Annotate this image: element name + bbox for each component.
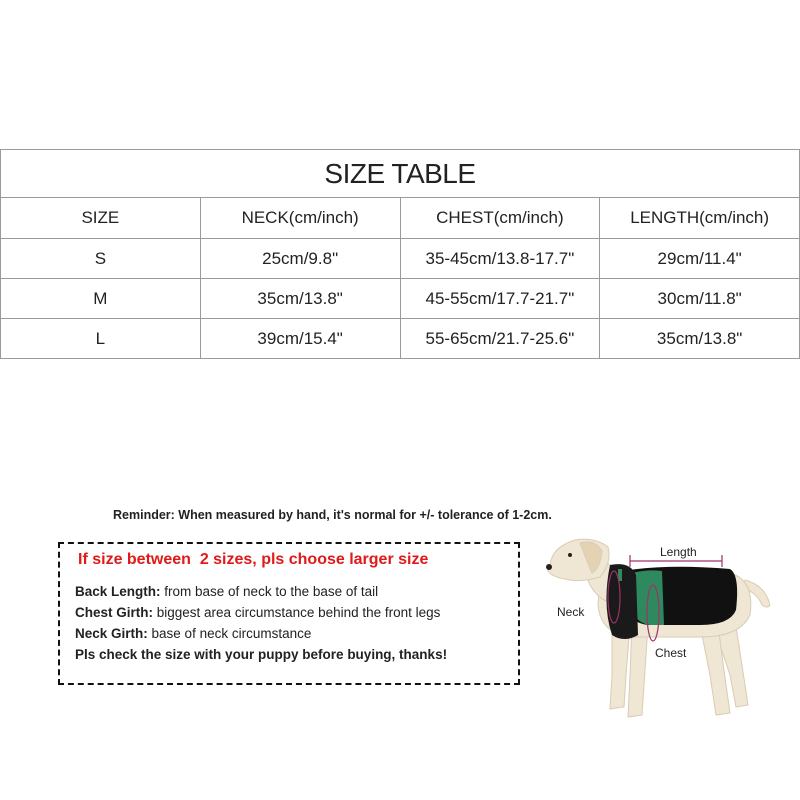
note-text: base of neck circumstance — [147, 626, 312, 641]
check-size-note — [75, 647, 447, 662]
note-text: from base of neck to the base of tail — [160, 584, 379, 599]
table-cell-size: M — [1, 279, 201, 319]
dog-body-shape — [548, 539, 770, 717]
table-cell-neck: 39cm/15.4" — [200, 319, 400, 359]
length-label: Length — [660, 545, 697, 559]
size-table-title: SIZE TABLE — [1, 150, 800, 198]
table-cell-chest: 45-55cm/17.7-21.7" — [400, 279, 600, 319]
size-table — [0, 149, 800, 359]
column-header-size: SIZE — [1, 198, 201, 239]
table-cell-length: 30cm/11.8" — [600, 279, 800, 319]
table-cell-size: S — [1, 239, 201, 279]
note-label: Pls check the size with your puppy before buying, thanks! — [75, 647, 448, 662]
table-row — [1, 239, 800, 279]
chest-label: Chest — [655, 646, 687, 660]
table-cell-neck: 35cm/13.8" — [200, 279, 400, 319]
table-cell-chest: 35-45cm/13.8-17.7" — [400, 239, 600, 279]
chest-girth-note — [75, 605, 440, 620]
larger-size-advice: If size between 2 sizes, pls choose larger size — [78, 551, 429, 568]
table-cell-length: 35cm/13.8" — [600, 319, 800, 359]
neck-girth-note — [75, 626, 311, 641]
note-label: Neck Girth: — [75, 626, 148, 641]
note-label: Chest Girth: — [75, 605, 154, 620]
column-header-chest: CHEST(cm/inch) — [400, 198, 600, 239]
column-header-length: LENGTH(cm/inch) — [600, 198, 800, 239]
neck-label: Neck — [557, 605, 585, 619]
table-cell-chest: 55-65cm/21.7-25.6" — [400, 319, 600, 359]
table-cell-length: 29cm/11.4" — [600, 239, 800, 279]
sizing-notice-box — [58, 542, 520, 685]
table-cell-neck: 25cm/9.8" — [200, 239, 400, 279]
table-row — [1, 279, 800, 319]
column-header-neck: NECK(cm/inch) — [200, 198, 400, 239]
back-length-note — [75, 584, 378, 599]
note-label: Back Length: — [75, 584, 161, 599]
dog-nose — [546, 564, 552, 570]
dog-eye — [568, 553, 572, 557]
tolerance-reminder: Reminder: When measured by hand, it's normal for +/- tolerance of 1-2cm. — [113, 508, 552, 522]
size-table-header-row — [1, 198, 800, 239]
table-row — [1, 319, 800, 359]
note-text: biggest area circumstance behind the front legs — [153, 605, 441, 620]
table-cell-size: L — [1, 319, 201, 359]
